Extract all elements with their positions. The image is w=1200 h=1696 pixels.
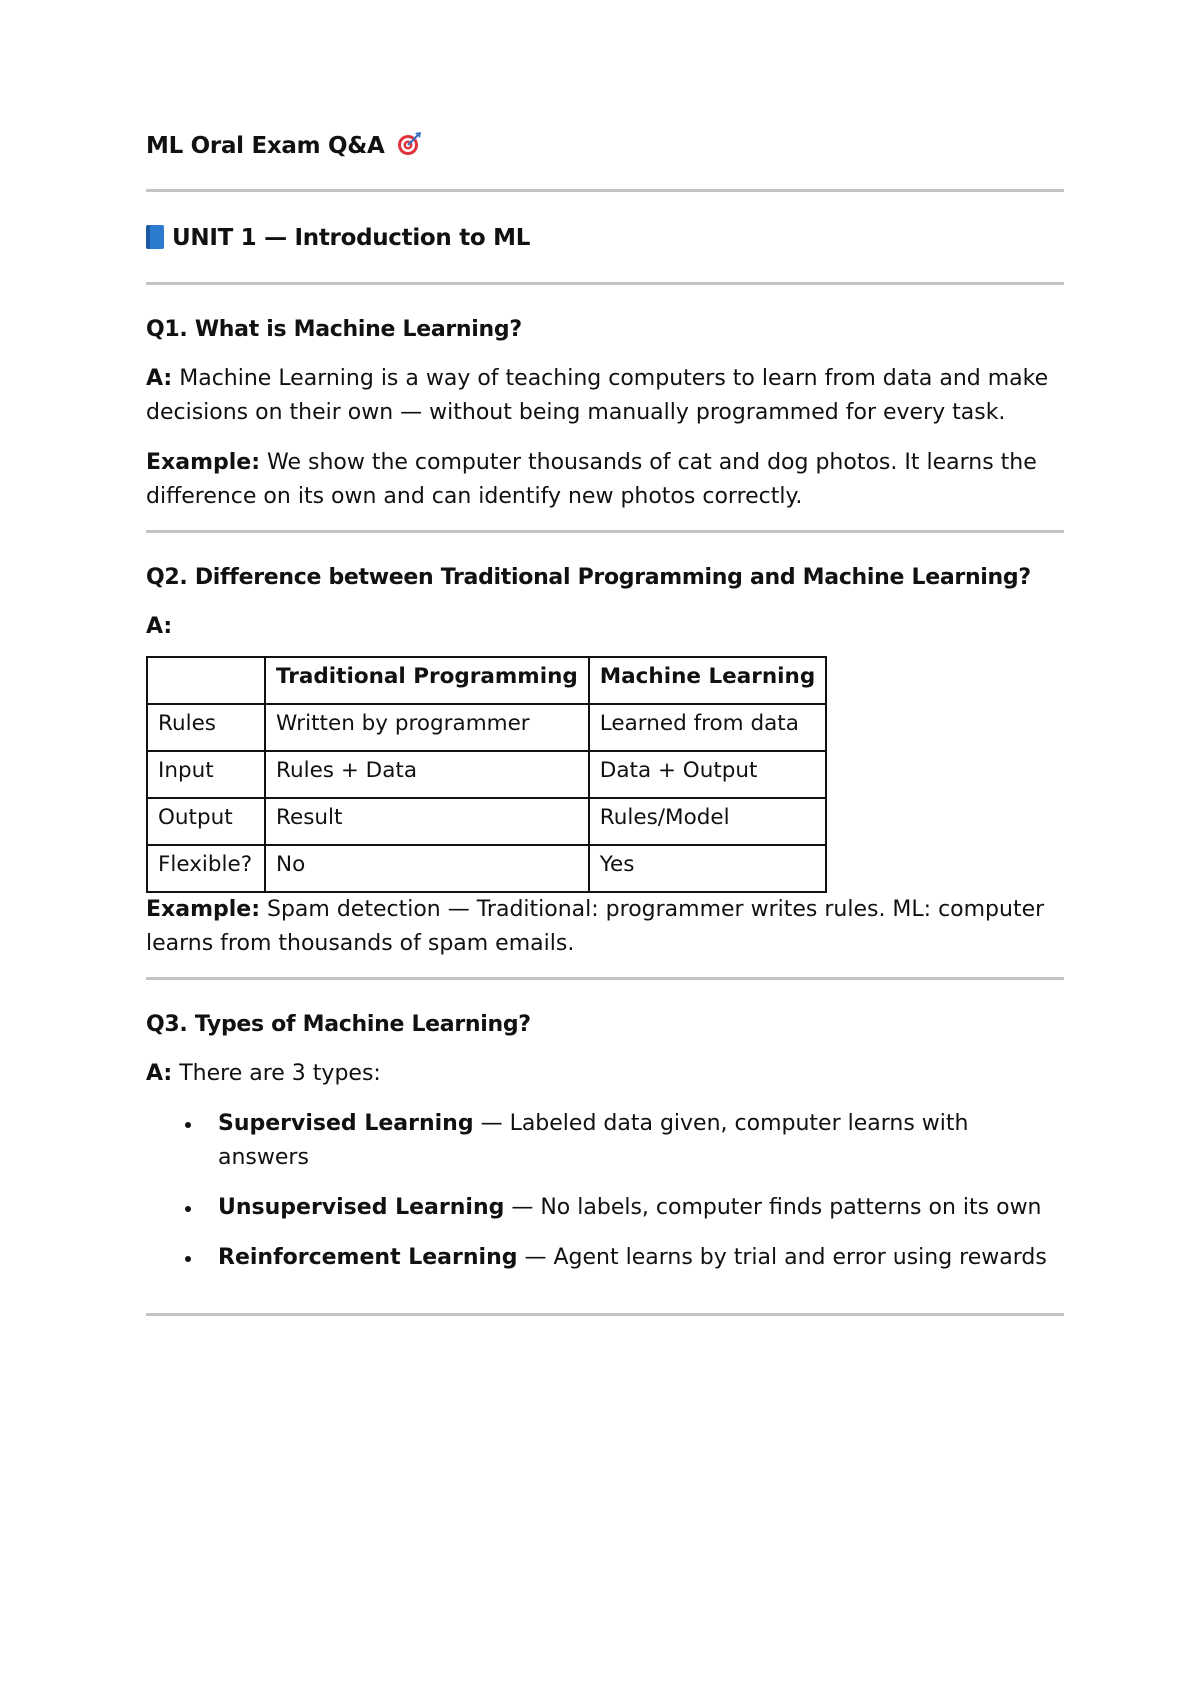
list-item-term: Reinforcement Learning [218, 1245, 518, 1270]
table-row [147, 845, 826, 892]
table-cell: Result [265, 798, 589, 845]
table-cell: Written by programmer [265, 704, 589, 751]
q3-question: Q3. Types of Machine Learning? [146, 1012, 531, 1037]
q3-answer-label: A: [146, 1061, 173, 1086]
q2-question: Q2. Difference between Traditional Programming and Machine Learning? [146, 565, 1031, 590]
comparison-table [146, 656, 827, 893]
table-header-cell: Machine Learning [589, 657, 826, 704]
document-title [146, 128, 1064, 168]
table-cell: Flexible? [147, 845, 265, 892]
list-item-term: Supervised Learning [218, 1111, 474, 1136]
list-item-desc: — No labels, computer finds patterns on its own [504, 1195, 1042, 1220]
q1-example [146, 446, 1064, 514]
table-cell: Data + Output [589, 751, 826, 798]
divider [146, 189, 1064, 192]
target-icon [396, 131, 422, 168]
q2-answer-label: A: [146, 614, 173, 639]
unit-title-text: UNIT 1 — Introduction to ML [172, 225, 531, 251]
q1-question: Q1. What is Machine Learning? [146, 317, 522, 342]
table-cell: Yes [589, 845, 826, 892]
unit-heading [146, 220, 1064, 256]
document-page [146, 128, 1064, 1316]
divider [146, 530, 1064, 533]
table-cell: Rules [147, 704, 265, 751]
table-header-cell [147, 657, 265, 704]
table-header-cell: Traditional Programming [265, 657, 589, 704]
table-cell: Rules/Model [589, 798, 826, 845]
table-row [147, 704, 826, 751]
q1-answer [146, 362, 1064, 430]
table-cell: Output [147, 798, 265, 845]
table-cell: Input [147, 751, 265, 798]
table-header-row [147, 657, 826, 704]
table-row [147, 751, 826, 798]
q1-example-text: We show the computer thousands of cat and dog photos. It learns the difference on its own and can identify new photos correctly. [146, 450, 1037, 509]
list-item [146, 1107, 1064, 1175]
list-item-term: Unsupervised Learning [218, 1195, 505, 1220]
table-cell: Rules + Data [265, 751, 589, 798]
divider [146, 282, 1064, 285]
divider [146, 977, 1064, 980]
q3-answer [146, 1057, 1064, 1091]
q1-answer-label: A: [146, 366, 173, 391]
list-item [146, 1241, 1064, 1275]
list-item [146, 1191, 1064, 1225]
q1-example-label: Example: [146, 450, 260, 475]
list-item-desc: — Labeled data given, computer learns with answers [218, 1111, 969, 1170]
q3-answer-text: There are 3 types: [172, 1061, 381, 1086]
table-cell: Learned from data [589, 704, 826, 751]
table-cell: No [265, 845, 589, 892]
q1-answer-text: Machine Learning is a way of teaching computers to learn from data and make decisions on their own — without being manually programmed for every task. [146, 366, 1049, 425]
q2-example [146, 893, 1064, 961]
q2-example-text: Spam detection — Traditional: programmer writes rules. ML: computer learns from thousands of spam emails. [146, 897, 1045, 956]
q2-example-label: Example: [146, 897, 260, 922]
divider [146, 1313, 1064, 1316]
list-item-desc: — Agent learns by trial and error using rewards [517, 1245, 1047, 1270]
ml-types-list [146, 1107, 1064, 1275]
table-row [147, 798, 826, 845]
title-text: ML Oral Exam Q&A [146, 133, 385, 159]
blue-book-icon [146, 225, 164, 249]
